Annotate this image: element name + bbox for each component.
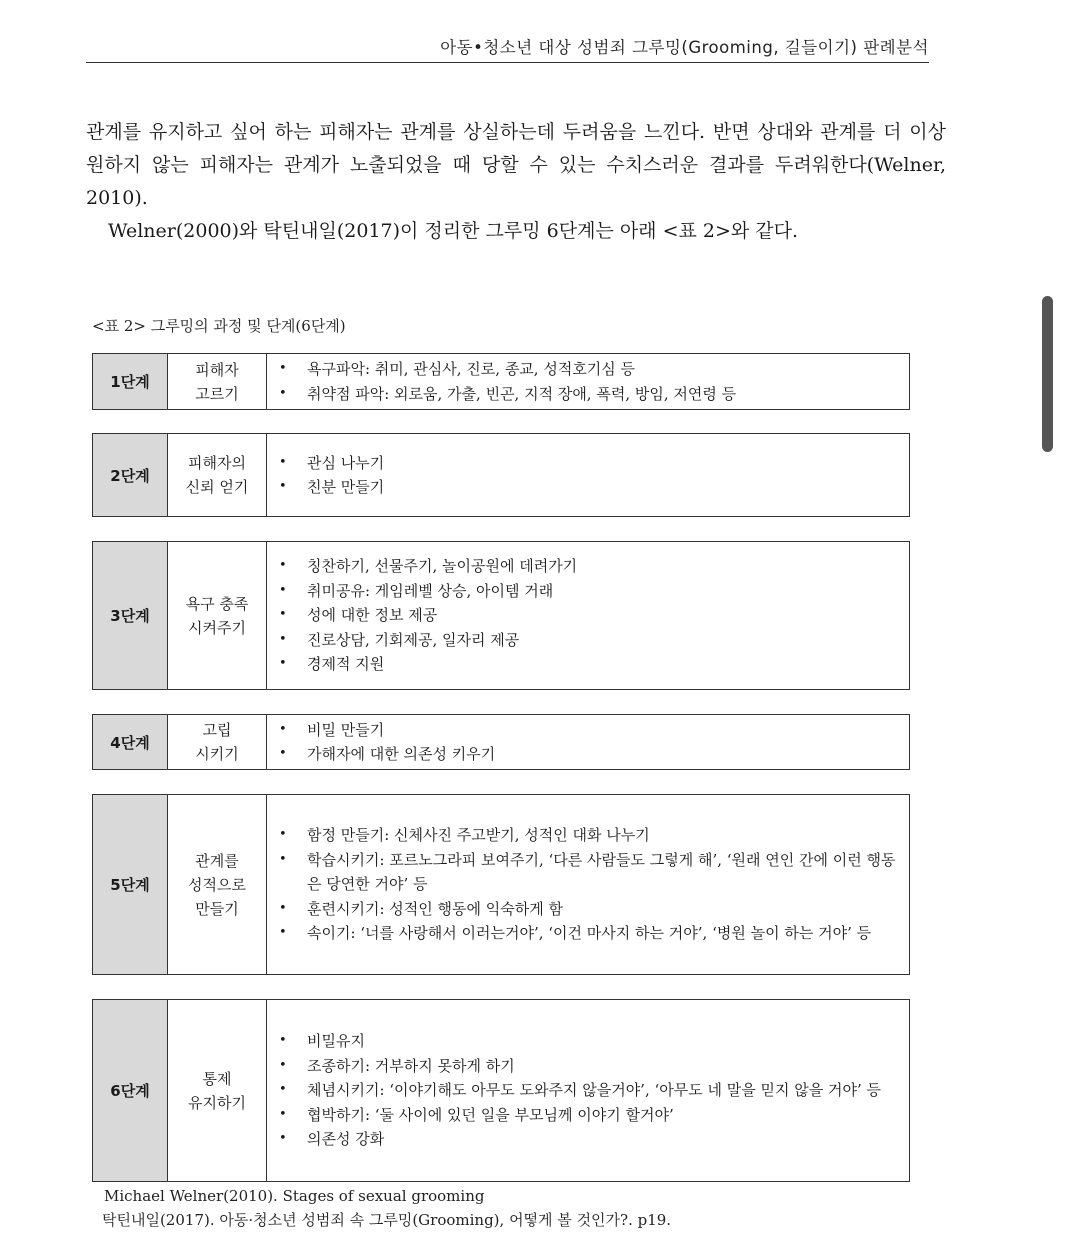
stage-item-text: 체념시키기: ‘이야기해도 아무도 도와주지 않을거야’, ‘아무도 네 말을 믿지 않을 거야’ 등 [307, 1081, 882, 1100]
stage-item [277, 451, 899, 476]
stage-item-text: 의존성 강화 [307, 1130, 385, 1149]
bullet-icon: • [279, 1082, 287, 1098]
stage-item [277, 475, 899, 500]
bullet-icon: • [279, 925, 287, 941]
stage-items [267, 715, 909, 769]
bullet-icon: • [279, 1131, 287, 1147]
stage-name: 피해자 고르기 [168, 354, 267, 409]
source-line-2: 탁틴내일(2017). 아동·청소년 성범죄 속 그루밍(Grooming), 어떻게 볼 것인가?. p19. [102, 1211, 672, 1229]
source-line-1: Michael Welner(2010). Stages of sexual grooming [104, 1187, 485, 1205]
bullet-icon: • [279, 385, 287, 401]
source-notes [104, 1184, 671, 1232]
stage-row [92, 353, 910, 410]
stage-label: 2단계 [93, 434, 168, 516]
bullet-icon: • [279, 558, 287, 574]
bullet-icon: • [279, 454, 287, 470]
bullet-icon: • [279, 746, 287, 761]
stage-item [277, 1078, 899, 1103]
bullet-icon: • [279, 631, 287, 647]
bullet-icon: • [279, 827, 287, 843]
stage-item [277, 652, 899, 677]
bullet-icon: • [279, 1057, 287, 1073]
stage-items [267, 354, 909, 409]
stage-name: 관계를 성적으로 만들기 [168, 795, 267, 974]
stage-item-text: 가해자에 대한 의존성 키우기 [307, 745, 496, 763]
stage-item-text: 경제적 지원 [307, 655, 385, 674]
stage-name: 욕구 충족 시켜주기 [168, 542, 267, 689]
stage-item [277, 897, 899, 922]
stage-item-text: 협박하기: ‘둘 사이에 있던 일을 부모님께 이야기 할거야’ [307, 1105, 674, 1124]
stage-row [92, 999, 910, 1182]
stage-items [267, 1000, 909, 1181]
table-caption: <표 2> 그루밍의 과정 및 단계(6단계) [92, 317, 346, 335]
paragraph-2: Welner(2000)와 탁틴내일(2017)이 정리한 그루밍 6단계는 아래 <표 2>와 같다. [108, 220, 799, 242]
bullet-icon: • [279, 582, 287, 598]
stage-item [277, 603, 899, 628]
body-text [86, 116, 946, 248]
bullet-icon: • [279, 721, 287, 737]
stage-label: 4단계 [93, 715, 168, 769]
stage-items [267, 542, 909, 689]
stage-item-text: 성에 대한 정보 제공 [307, 606, 438, 625]
stage-row [92, 714, 910, 770]
running-header: 아동•청소년 대상 성범죄 그루밍(Grooming, 길들이기) 판례분석 [86, 34, 929, 63]
bullet-icon: • [279, 656, 287, 672]
stage-item-text: 함정 만들기: 신체사진 주고받기, 성적인 대화 나누기 [307, 826, 650, 845]
bullet-icon: • [279, 479, 287, 494]
stage-item-text: 학습시키기: 포르노그라피 보여주기, ‘다른 사람들도 그렇게 해’, ‘원래 연인 간에 이런 행동은 당연한 거야’ 등 [307, 850, 896, 894]
stage-item [277, 554, 899, 579]
stage-item [277, 628, 899, 653]
stage-label: 6단계 [93, 1000, 168, 1181]
bullet-icon: • [279, 900, 287, 916]
stage-item [277, 1029, 899, 1054]
stage-item-text: 속이기: ‘너를 사랑해서 이러는거야’, ‘이건 마사지 하는 거야’, ‘병원 놀이 하는 거야’ 등 [307, 924, 872, 943]
stage-item-text: 비밀유지 [307, 1032, 365, 1051]
stage-row [92, 794, 910, 975]
stage-item-text: 친분 만들기 [307, 478, 385, 496]
stage-item [277, 848, 899, 897]
stage-item-text: 취약점 파악: 외로움, 가출, 빈곤, 지적 장애, 폭력, 방임, 저연령 등 [307, 384, 737, 403]
stage-label: 1단계 [93, 354, 168, 409]
stage-item [277, 1127, 899, 1152]
stage-item [277, 1103, 899, 1128]
stage-items [267, 795, 909, 974]
stage-item-text: 조종하기: 거부하지 못하게 하기 [307, 1056, 515, 1075]
stage-row [92, 541, 910, 690]
bullet-icon: • [279, 1106, 287, 1122]
stage-item-text: 진로상담, 기회제공, 일자리 제공 [307, 630, 520, 649]
bullet-icon: • [279, 1033, 287, 1049]
stage-item-text: 훈련시키기: 성적인 행동에 익숙하게 함 [307, 899, 563, 918]
stage-item-text: 칭찬하기, 선물주기, 놀이공원에 데려가기 [307, 557, 578, 576]
stage-item-text: 비밀 만들기 [307, 720, 385, 739]
stage-item [277, 742, 899, 767]
stage-name: 고립 시키기 [168, 715, 267, 769]
stage-item [277, 823, 899, 848]
stage-name: 통제 유지하기 [168, 1000, 267, 1181]
stage-item [277, 357, 899, 382]
stage-row [92, 433, 910, 517]
paragraph-1: 관계를 유지하고 싶어 하는 피해자는 관계를 상실하는데 두려움을 느낀다. 반면 상대와 관계를 더 이상 원하지 않는 피해자는 관계가 노출되었을 때 당할 수 있는 수치스러운 결과를 두려워한다(Welner, 2010). [86, 121, 946, 209]
stage-items [267, 434, 909, 516]
stage-item [277, 579, 899, 604]
bullet-icon: • [279, 607, 287, 623]
stage-item [277, 718, 899, 743]
stage-item [277, 921, 899, 946]
stage-item-text: 욕구파악: 취미, 관심사, 진로, 종교, 성적호기심 등 [307, 360, 636, 378]
stage-item-text: 취미공유: 게임레벨 상승, 아이템 거래 [307, 581, 554, 600]
stage-item [277, 382, 899, 407]
bullet-icon: • [279, 361, 287, 376]
stage-label: 3단계 [93, 542, 168, 689]
stage-item-text: 관심 나누기 [307, 453, 385, 472]
stage-item [277, 1054, 899, 1079]
stage-name: 피해자의 신뢰 얻기 [168, 434, 267, 516]
bullet-icon: • [279, 851, 287, 867]
scrollbar-thumb[interactable] [1042, 296, 1053, 452]
stage-label: 5단계 [93, 795, 168, 974]
